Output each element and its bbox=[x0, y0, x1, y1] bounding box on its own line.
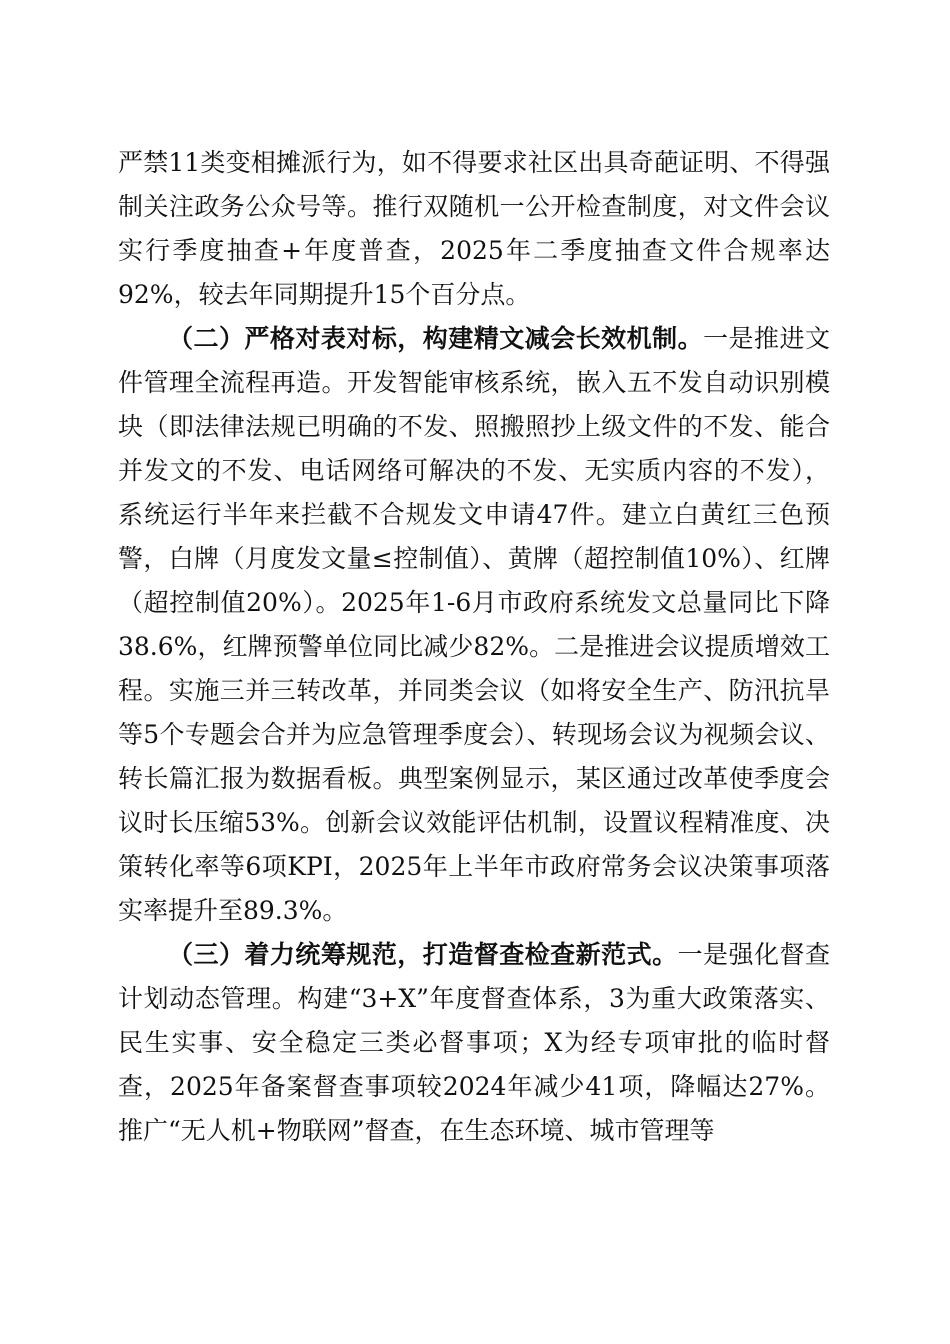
section-heading-3: （三）着力统筹规范，打造督查检查新范式。 bbox=[168, 940, 678, 969]
section-heading-2: （二）严格对表对标，构建精文减会长效机制。 bbox=[168, 324, 704, 353]
paragraph-1 bbox=[118, 141, 830, 317]
paragraph-2-text: 一是推进文件管理全流程再造。开发智能审核系统，嵌入五不发自动识别模块（即法律法规已明确的不发、照搬照抄上级文件的不发、能合并发文的不发、电话网络可解决的不发、无实质内容的不发），系统运行半年来拦截不合规发文申请47件。建立白黄红三色预警，白牌（月度发文量≤控制值）、黄牌（超控制值10%）、红牌（超控制值20%）。2025年1-6月市政府系统发文总量同比下降38.6%，红牌预警单位同比减少82%。二是推进会议提质增效工程。实施三并三转改革，并同类会议（如将安全生产、防汛抗旱等5个专题会合并为应急管理季度会）、转现场会议为视频会议、转长篇汇报为数据看板。典型案例显示，某区通过改革使季度会议时长压缩53%。创新会议效能评估机制，设置议程精准度、决策转化率等6项KPI，2025年上半年市政府常务会议决策事项落实率提升至89.3%。 bbox=[118, 324, 830, 925]
paragraph-3-text: 一是强化督查计划动态管理。构建“3+X”年度督查体系，3为重大政策落实、民生实事、安全稳定三类必督事项；X为经专项审批的临时督查，2025年备案督查事项较2024年减少41项，降幅达27%。推广“无人机+物联网”督查，在生态环境、城市管理等 bbox=[118, 940, 830, 1145]
document-body bbox=[118, 141, 830, 1153]
paragraph-3 bbox=[118, 933, 830, 1153]
paragraph-1-text: 严禁11类变相摊派行为，如不得要求社区出具奇葩证明、不得强制关注政务公众号等。推行双随机一公开检查制度，对文件会议实行季度抽查+年度普查，2025年二季度抽查文件合规率达92%，较去年同期提升15个百分点。 bbox=[118, 148, 830, 309]
paragraph-2 bbox=[118, 317, 830, 933]
